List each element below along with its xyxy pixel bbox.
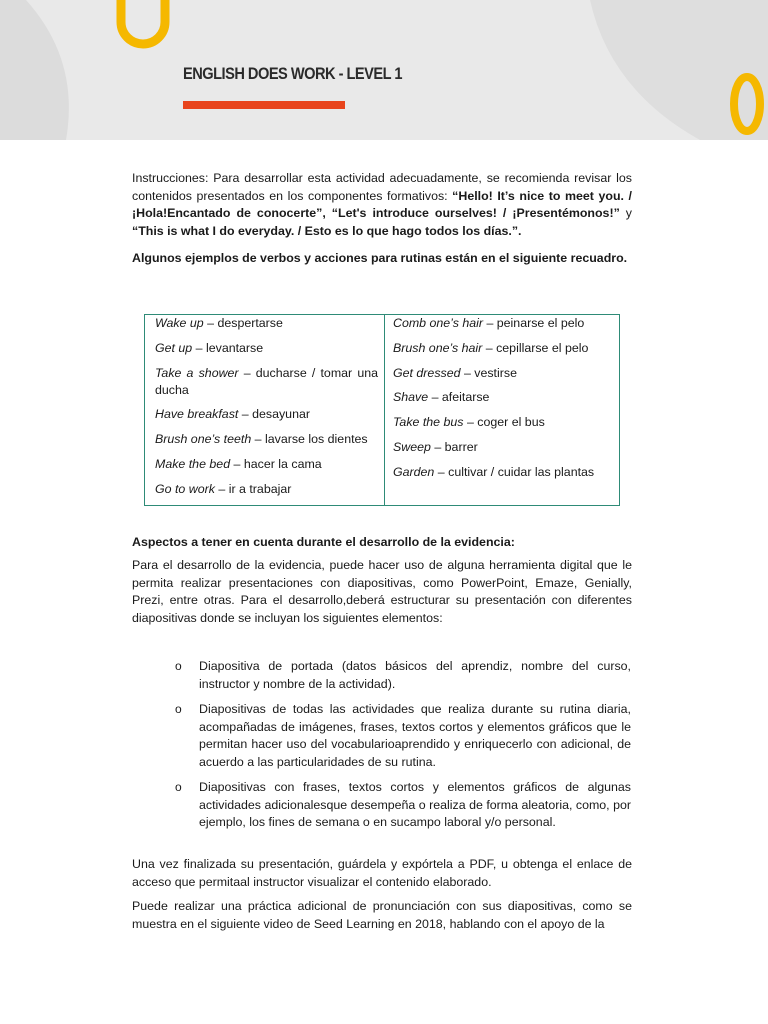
instructions-section [132,170,632,240]
top-ring-icon [121,0,165,44]
closing-paragraph-export: Una vez finalizada su presentación, guárdela y expórtela a PDF, u obtenga el enlace de acceso que permitaal instructor visualizar el contenido elaborado. [132,857,632,889]
list-item: o Diapositivas de todas las actividades que realiza durante su rutina diaria, acompañadas de imágenes, frases, textos cortos y elementos gráficos que le permitan hacer uso del vocabularioaprendido y enriquecerlo con adicional, de acuerdo a las particularidades de su rutina. [175,702,631,769]
closing-section [132,856,632,891]
instructions-paragraph [132,170,632,240]
table-row: Wake up – despertarse [155,316,283,330]
routine-vocabulary-table [144,314,620,506]
table-row: Take a shower – ducharse / tomar una ducha [155,365,378,397]
list-item: o Diapositiva de portada (datos básicos del aprendiz, nombre del curso, instructor y nombre de la actividad). [175,659,631,691]
table-row: Garden – cultivar / cuidar las plantas [393,464,595,479]
table-right-column [385,315,619,505]
right-swoosh-shape [590,0,768,140]
header-banner [0,0,768,140]
table-row: Go to work – ir a trabajar [155,481,292,496]
bullet-circle-icon: o [175,780,182,794]
instructions-bold-modules: “Hello! It’s nice to meet you. / ¡Hola!Encantado de conocerte”, “Let's introduce ourselves! / ¡Presentémonos!” [132,188,632,220]
table-row: Get up – levantarse [155,340,264,355]
instructions-text: Instrucciones: Para desarrollar esta actividad adecuadamente, se recomienda revisar los contenidos presentados en los componentes formativos: [132,171,632,203]
elements-list [175,658,631,840]
aspects-heading: Aspectos a tener en cuenta durante el desarrollo de la evidencia: [132,535,515,549]
left-swoosh-shape [0,0,69,140]
table-row: Brush one’s teeth – lavarse los dientes [155,432,368,447]
table-row: Make the bed – hacer la cama [155,456,322,471]
bullet-circle-icon: o [175,702,182,716]
table-row: Take the bus – coger el bus [393,415,545,430]
closing-paragraph-pronunciation: Puede realizar una práctica adicional de pronunciación con sus diapositivas, como se muestra en el siguiente video de Seed Learning en 2018, hablando con el apoyo de la [132,899,632,931]
table-row: Brush one’s hair – cepillarse el pelo [393,340,589,355]
bullet-circle-icon: o [175,659,182,673]
list-item: o Diapositivas con frases, textos cortos y elementos gráficos de algunas actividades adicionalesque desempeña o realiza de forma aleatoria, como, por ejemplo, los fines de semana o en sucampo laboral y/o personal. [175,780,631,829]
aspects-section [132,557,632,627]
table-left-column [145,315,385,505]
instructions-connector: y [619,206,632,220]
table-row: Have breakfast – desayunar [155,407,310,422]
closing-section-2 [132,898,632,933]
table-row: Sweep – barrer [393,439,478,454]
document-title: ENGLISH DOES WORK - LEVEL 1 [183,64,402,83]
aspects-paragraph: Para el desarrollo de la evidencia, puede hacer uso de alguna herramienta digital que le permita realizar presentaciones con diapositivas, como PowerPoint, Emaze, Genially, Prezi, entre otras. Para el desarrollo,deberá estructurar su presentación con diferentes diapositivas donde se incluyan los siguientes elementos: [132,558,632,625]
examples-heading: Algunos ejemplos de verbos y acciones para rutinas están en el siguiente recuadro. [132,251,628,265]
title-underline-bar [183,101,345,109]
table-row: Get dressed – vestirse [393,365,517,380]
table-row: Shave – afeitarse [393,390,490,405]
instructions-bold-module-3: “This is what I do everyday. / Esto es lo que hago todos los días.”. [132,223,522,238]
table-row: Comb one’s hair – peinarse el pelo [393,316,585,330]
